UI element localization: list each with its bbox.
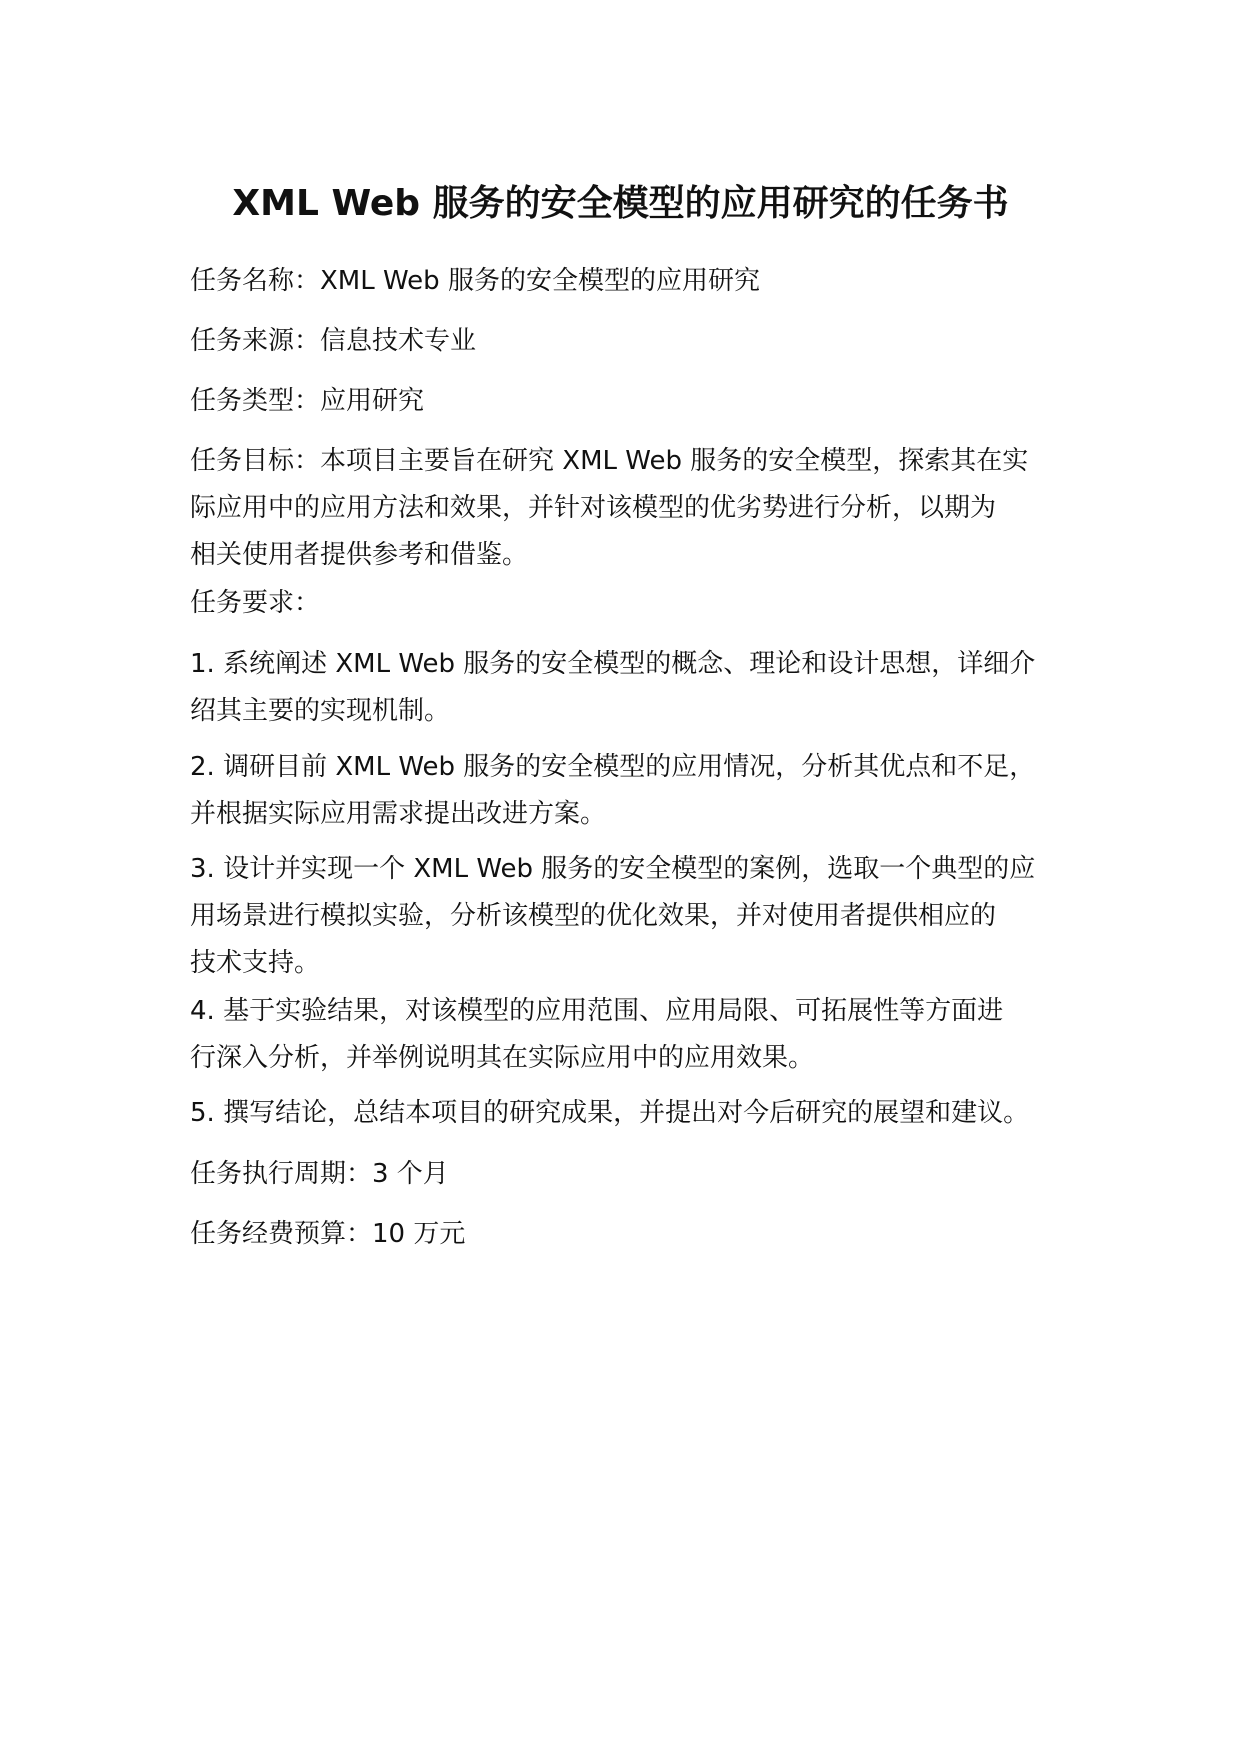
requirement-line: 用场景进行模拟实验，分析该模型的优化效果，并对使用者提供相应的 — [190, 901, 997, 931]
task-goal-line: 际应用中的应用方法和效果，并针对该模型的优劣势进行分析，以期为 — [190, 493, 997, 523]
task-name: 任务名称：XML Web 服务的安全模型的应用研究 — [190, 266, 760, 296]
requirement-line: 2. 调研目前 XML Web 服务的安全模型的应用情况，分析其优点和不足， — [190, 752, 1036, 782]
requirement-line: 技术支持。 — [190, 948, 321, 978]
requirement-item — [190, 846, 1090, 987]
requirements-heading: 任务要求： — [190, 588, 321, 618]
task-budget: 任务经费预算：10 万元 — [190, 1219, 466, 1249]
requirement-item — [190, 641, 1090, 735]
task-goal — [190, 438, 1090, 579]
requirement-line: 4. 基于实验结果，对该模型的应用范围、应用局限、可拓展性等方面进 — [190, 996, 1004, 1026]
requirement-line: 绍其主要的实现机制。 — [190, 696, 451, 726]
requirement-item — [190, 988, 1090, 1082]
document-title: XML Web 服务的安全模型的应用研究的任务书 — [232, 183, 1009, 224]
requirement-item — [190, 744, 1090, 838]
task-source: 任务来源：信息技术专业 — [190, 326, 477, 356]
requirement-item — [190, 1090, 1090, 1137]
requirement-line: 行深入分析，并举例说明其在实际应用中的应用效果。 — [190, 1043, 815, 1073]
task-goal-line: 任务目标：本项目主要旨在研究 XML Web 服务的安全模型，探索其在实 — [190, 446, 1029, 476]
requirement-line: 5. 撰写结论，总结本项目的研究成果，并提出对今后研究的展望和建议。 — [190, 1098, 1030, 1128]
requirement-line: 并根据实际应用需求提出改进方案。 — [190, 799, 607, 829]
task-goal-line: 相关使用者提供参考和借鉴。 — [190, 540, 529, 570]
requirement-line: 3. 设计并实现一个 XML Web 服务的安全模型的案例，选取一个典型的应 — [190, 854, 1036, 884]
task-period: 任务执行周期：3 个月 — [190, 1159, 449, 1189]
requirement-line: 1. 系统阐述 XML Web 服务的安全模型的概念、理论和设计思想，详细介 — [190, 649, 1036, 679]
task-type: 任务类型：应用研究 — [190, 386, 425, 416]
